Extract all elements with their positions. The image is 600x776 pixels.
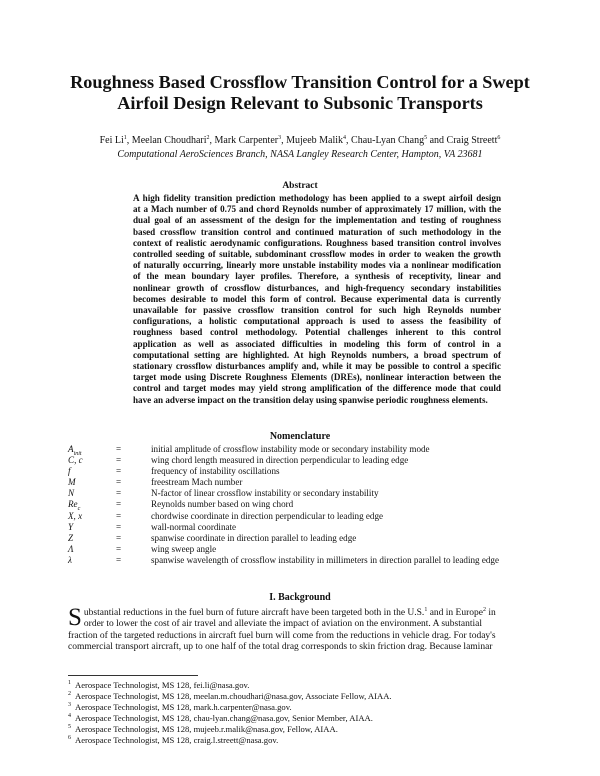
nomenclature-row xyxy=(68,477,548,488)
nomenclature-definition: wall-normal coordinate xyxy=(151,521,237,532)
abstract-line: roughness based control methodology. Potential challenges inherent to this control xyxy=(133,327,501,338)
paper-title xyxy=(60,72,540,114)
author-name: Mujeeb Malik xyxy=(286,135,344,146)
author-separator: , xyxy=(281,135,287,146)
abstract-heading: Abstract xyxy=(282,181,318,191)
abstract-line: application as well as associated difficulties in modeling this form of control in a xyxy=(133,338,501,349)
author-name: Craig Streett xyxy=(446,135,498,146)
footnote xyxy=(68,735,532,746)
nomenclature-definition: initial amplitude of crossflow instability mode or secondary instability mode xyxy=(151,444,430,454)
nomenclature-equals: = xyxy=(116,477,122,488)
title-line-1: Roughness Based Crossflow Transition Control for a Swept xyxy=(70,72,530,92)
author-mark: 4 xyxy=(343,135,347,141)
nomenclature-definition: frequency of instability oscillations xyxy=(151,466,280,477)
nomenclature-definition: spanwise wavelength of crossflow instability in millimeters in direction parallel to leading edge xyxy=(151,554,500,565)
nomenclature-equals: = xyxy=(116,521,122,532)
abstract-line: stationary crossflow disturbances amplify and, while it may be possible to control a specific xyxy=(133,361,501,372)
body-line: order to lower the cost of air travel and alleviate the impact of aviation on the environment. A substantial xyxy=(83,619,482,630)
author-mark: 1 xyxy=(123,135,127,141)
abstract-line: at a Mach number of 0.75 and chord Reynolds number of approximately 17 million, with the xyxy=(133,204,501,215)
section-body xyxy=(68,605,532,653)
nomenclature-table xyxy=(68,444,548,566)
nomenclature-row xyxy=(68,466,548,477)
footnote-mark: 6 xyxy=(68,735,71,742)
nomenclature-equals: = xyxy=(116,499,122,510)
author-mark: 6 xyxy=(497,135,501,141)
abstract-line: unavailable for passive crossflow transition control for such high Reynolds number xyxy=(133,305,501,316)
nomenclature-symbol: Y xyxy=(68,521,74,532)
abstract-line: becomes desirable to model this form of control. Because experimental data is currently xyxy=(133,293,501,304)
abstract-line: computational setting are highlighted. At high Reynolds numbers, a broad spectrum of xyxy=(133,349,501,360)
symbol-base: A xyxy=(68,444,74,454)
footnote xyxy=(68,713,532,724)
nomenclature-row xyxy=(68,555,548,566)
abstract-line: target mode using Discrete Roughness Elements (DREs), nonlinear interaction between the xyxy=(133,372,501,383)
footnote-mark: 5 xyxy=(68,724,71,731)
body-line: fraction of the targeted reductions in aircraft fuel burn will come from the reductions in vehicle drag. For today's xyxy=(68,630,496,641)
nomenclature-equals: = xyxy=(116,466,122,477)
author-separator: , xyxy=(126,135,132,146)
section-heading: I. Background xyxy=(269,592,331,603)
abstract-line: nonlinear growth of crossflow disturbances, and high-frequency secondary instabilities xyxy=(133,282,501,293)
symbol-base: Re xyxy=(68,499,78,510)
nomenclature-equals: = xyxy=(116,510,122,521)
nomenclature-symbol: N xyxy=(68,488,75,499)
nomenclature-definition: N-factor of linear crossflow instability or secondary instability xyxy=(151,488,379,499)
author-name: Meelan Choudhari xyxy=(131,135,207,146)
nomenclature-equals: = xyxy=(116,554,122,565)
footnote-mark: 4 xyxy=(68,713,71,720)
abstract-line: controlled seeding of suitable, subdominant crossflow modes in order to weaken the growth xyxy=(133,249,501,260)
abstract-line: dual goal of an assessment of the design for the implementation and testing of roughness xyxy=(133,215,501,226)
nomenclature-definition: freestream Mach number xyxy=(151,477,243,488)
nomenclature-heading: Nomenclature xyxy=(269,431,331,442)
author-mark: 2 xyxy=(206,135,210,141)
author-name: Fei Li xyxy=(99,135,124,146)
abstract-line: A high fidelity transition prediction methodology has been applied to a swept airfoil design xyxy=(133,193,501,203)
footnote-text: Aerospace Technologist, MS 128, chau-lyan.chang@nasa.gov, Senior Member, AIAA. xyxy=(75,713,373,724)
author-separator: and xyxy=(427,135,447,146)
nomenclature-row xyxy=(68,499,548,513)
nomenclature-symbol: Λ xyxy=(68,543,74,554)
footnotes xyxy=(68,680,532,747)
nomenclature-definition: wing chord length measured in direction perpendicular to leading edge xyxy=(151,455,409,466)
footnote xyxy=(68,691,532,702)
nomenclature-symbol: Z xyxy=(68,532,74,543)
body-line-text: ubstantial reductions in the fuel burn of future aircraft have been targeted both in the U.S. xyxy=(83,608,425,619)
body-line-text: and in Europe xyxy=(427,608,483,619)
nomenclature-row xyxy=(68,455,548,466)
nomenclature-equals: = xyxy=(116,488,122,499)
footnote-mark: 1 xyxy=(68,680,71,686)
nomenclature-row xyxy=(68,444,548,455)
abstract-line: of naturally occurring, linearly more unstable instability modes via a nonlinear modification xyxy=(133,260,501,271)
nomenclature-symbol: M xyxy=(68,477,76,488)
nomenclature-symbol: X, x xyxy=(68,510,83,521)
citation-ref[interactable]: 1 xyxy=(424,607,428,613)
nomenclature-row xyxy=(68,544,548,555)
abstract-line: of the mean boundary layer profiles. Therefore, a synthesis of receptivity, linear and xyxy=(133,271,501,282)
footnote xyxy=(68,680,532,691)
nomenclature-row xyxy=(68,522,548,533)
nomenclature-row xyxy=(68,533,548,544)
drop-cap: S xyxy=(68,604,82,631)
author-name: Chau-Lyan Chang xyxy=(351,135,425,146)
nomenclature-definition: spanwise coordinate in direction parallel to leading edge xyxy=(151,532,357,543)
author-mark: 5 xyxy=(424,135,428,141)
footnote-mark: 2 xyxy=(68,691,71,698)
nomenclature-definition: chordwise coordinate in direction perpendicular to leading edge xyxy=(151,510,384,521)
nomenclature-equals: = xyxy=(116,532,122,543)
abstract-line: control and target modes may yield strong amplification of the difference mode that could xyxy=(133,383,501,394)
footnote-text: Aerospace Technologist, MS 128, meelan.m.choudhari@nasa.gov, Associate Fellow, AIAA. xyxy=(75,691,392,702)
title-line-2: Airfoil Design Relevant to Subsonic Transports xyxy=(117,93,483,113)
footnote-text: Aerospace Technologist, MS 128, mark.h.carpenter@nasa.gov. xyxy=(75,702,292,713)
citation-ref[interactable]: 2 xyxy=(482,607,486,613)
footnote-text: Aerospace Technologist, MS 128, mujeeb.r.malik@nasa.gov, Fellow, AIAA. xyxy=(75,724,338,735)
footnote-text: Aerospace Technologist, MS 128, fei.li@nasa.gov. xyxy=(75,680,250,690)
abstract-line: configurations, a holistic computational approach is used to assess the feasibility of xyxy=(133,316,501,327)
nomenclature-definition: wing sweep angle xyxy=(151,543,217,554)
abstract-line: have an adverse impact on the transition delay using spanwise periodic roughness elements. xyxy=(133,394,488,405)
nomenclature-equals: = xyxy=(116,444,122,454)
nomenclature-row xyxy=(68,511,548,522)
nomenclature-symbol: f xyxy=(68,466,71,477)
author-name: Mark Carpenter xyxy=(214,135,279,146)
abstract-line: context of realistic aerodynamic configurations. Roughness based transition control involves xyxy=(133,237,501,248)
author-list xyxy=(40,134,560,147)
nomenclature-equals: = xyxy=(116,543,122,554)
affiliation: Computational AeroSciences Branch, NASA Langley Research Center, Hampton, VA 23681 xyxy=(117,149,483,160)
nomenclature-row xyxy=(68,488,548,499)
symbol-subscript: c xyxy=(77,506,81,513)
abstract-body xyxy=(133,193,501,406)
footnote-text: Aerospace Technologist, MS 128, craig.l.streett@nasa.gov. xyxy=(75,735,279,746)
footnote xyxy=(68,702,532,713)
author-mark: 3 xyxy=(278,135,282,141)
abstract-line: based crossflow transition control and continued maturation of such methodology in the xyxy=(133,226,501,237)
nomenclature-symbol: λ xyxy=(68,554,72,565)
symbol-subscript: init xyxy=(73,450,82,457)
footnote xyxy=(68,724,532,735)
nomenclature-equals: = xyxy=(116,455,122,466)
body-line: commercial transport aircraft, up to one half of the total drag corresponds to skin friction drag. Because laminar xyxy=(68,642,493,653)
body-line xyxy=(68,605,532,619)
author-separator: , xyxy=(346,135,352,146)
body-line-text: in xyxy=(485,608,496,619)
footnote-mark: 3 xyxy=(68,702,71,709)
footnote-rule xyxy=(68,675,198,676)
nomenclature-definition: Reynolds number based on wing chord xyxy=(151,499,294,510)
nomenclature-symbol: C, c xyxy=(68,455,83,466)
author-separator: , xyxy=(209,135,215,146)
